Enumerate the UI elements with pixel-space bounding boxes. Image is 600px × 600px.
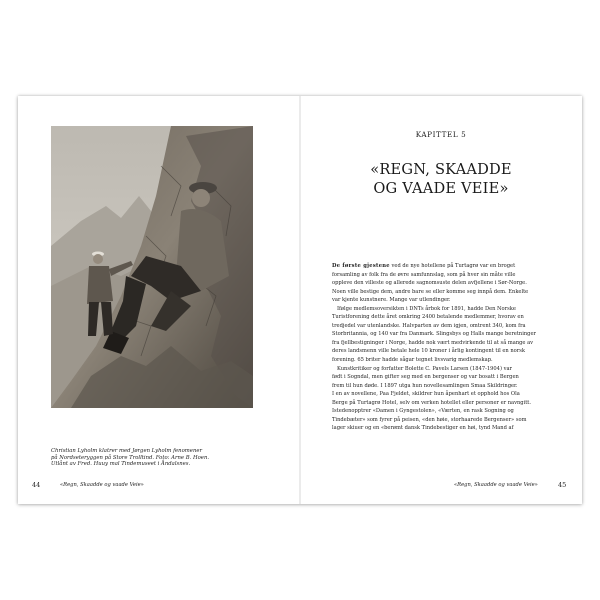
body-line xyxy=(332,262,546,271)
caption-line: Utlånt av Fred. Huuy mal Tindemuseet i Åndalsnes. xyxy=(51,461,191,468)
chapter-title-line: «REGN, SKAADDE xyxy=(370,161,512,178)
body-line: Noen ville bestige dem, andre bare se eller komme seg innpå dem. Enkelte xyxy=(332,288,529,295)
body-line: I en av novellene, Paa Fjeldet, skildrer hun åpenhart et opphold hos Ola xyxy=(332,391,520,398)
page-number-right: 45 xyxy=(558,481,567,489)
chapter-label: KAPITTEL 5 xyxy=(415,130,467,139)
body-line: Berge på Turtagrø Hotel, selv om verken hotellet eller personer er navngitt. xyxy=(332,399,532,406)
body-line: frem til hun døde. I 1897 utga hun novellesamlingen Smaa Skildringer. xyxy=(332,382,518,389)
body-line: forening. 65 briter hadde sågar tegnet livsvarig medlemskap. xyxy=(332,357,493,364)
body-line: tredjedel var utenlandske. Halvparten av dem igjen, omtrent 340, kom fra xyxy=(332,322,526,329)
left-page xyxy=(18,96,300,504)
chapter-title-line: OG VAADE VEIE» xyxy=(373,180,509,197)
body-line: Turistforening dette året omkring 2400 betalende medlemmer, hvorav en xyxy=(332,314,524,321)
body-line: deres landsmenn ville betale hele 10 kroner i årlig kontingent til en norsk xyxy=(332,348,525,355)
body-line: Storbritannia, og 140 var fra Danmark. Slingsbys og Halls mange beretninger xyxy=(332,331,536,338)
body-line: Istedenopptrer «Damen i Gyngestolen», «Værten, en rask Sogning og xyxy=(332,408,514,415)
body-line: født i Sogndal, men gifteт seg med en bergenser og var bosatt i Bergen xyxy=(332,374,519,381)
first-line-rest: ved de nye hotellene på Turtagrø var en broget xyxy=(389,263,516,269)
body-text xyxy=(332,262,546,433)
body-line: Tindebæter» som fyrer på peisen, «den høie, storhaarede Bergenser» som xyxy=(332,416,527,423)
running-head-left: «Regn, Skaadde og vaade Veie» xyxy=(60,482,144,488)
body-line: forsamling av folk fra de øvre samfunnslag, som på hver sin måte ville xyxy=(332,271,516,278)
body-line: fra fjellbestigninger i Norge, hadde nok vært medvirkende til at så mange av xyxy=(332,339,534,346)
body-line: Ifølge medlemsoversikten i DNTs årbok for 1891, hadde Den Norske xyxy=(337,305,516,312)
book-spread xyxy=(18,96,582,504)
body-line: var kjente kunstnere. Mange var utlendinger. xyxy=(332,297,451,304)
caption-line: Christian Lyholm klatrer med Jørgen Lyholm fenomener xyxy=(51,448,203,454)
body-line: lager skiuer og en «berømt dansk Tindebestiger en høi, tynd Mand af xyxy=(332,425,514,432)
running-head-right: «Regn, Skaadde og vaade Veie» xyxy=(454,482,538,488)
photo-caption xyxy=(51,448,256,468)
body-line: Kunstkritiker og forfatter Bolette C. Pavels Larsen (1847-1904) var xyxy=(337,365,513,372)
lead-in: De første gjestene xyxy=(332,263,390,269)
page-number-left: 44 xyxy=(32,481,41,489)
chapter-title xyxy=(300,160,582,198)
climbers-photograph xyxy=(51,126,253,408)
photo-image xyxy=(51,126,253,408)
caption-line: på Nordseteryggen på Store Trolltind. Foto: Arne B. Hoen. xyxy=(51,454,210,461)
right-page xyxy=(300,96,582,504)
body-line: oppleve den villeste og alleredе sagnomsuste delen avfjellene i Sør-Norge. xyxy=(332,280,527,287)
